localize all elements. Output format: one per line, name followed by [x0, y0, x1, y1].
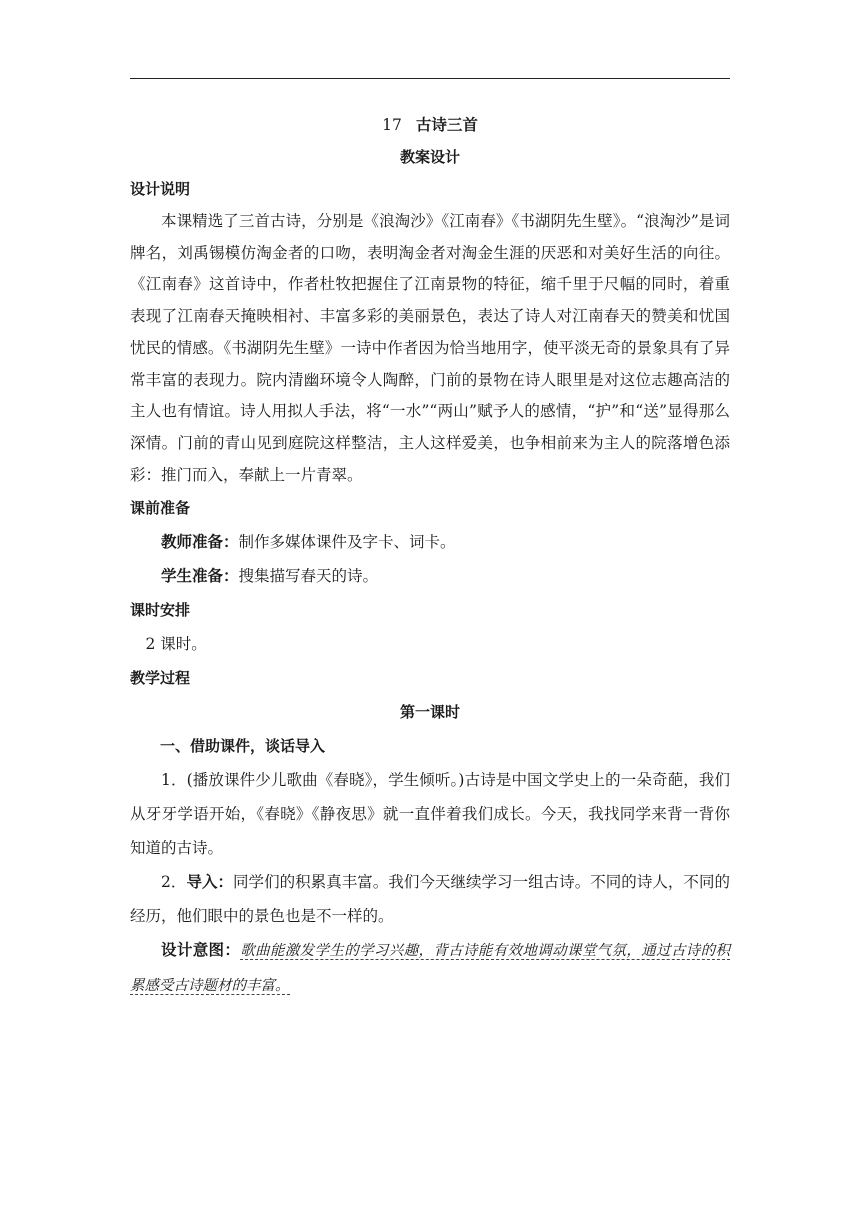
header-rule: [130, 78, 730, 79]
document-content: [130, 108, 730, 1003]
teacher-preparation-label: 教师准备：: [161, 533, 239, 552]
design-intent-text: 歌曲能激发学生的学习兴趣，背古诗能有效地调动课堂气氛，通过古诗的积累感受古诗题材的丰富。: [130, 943, 730, 995]
item2-label: 导入：: [186, 873, 234, 892]
student-preparation: [130, 559, 730, 593]
student-preparation-text: 搜集描写春天的诗。: [238, 567, 379, 586]
lesson-title-text: 古诗三首: [415, 115, 478, 134]
process-item-1: 1．(播放课件少儿歌曲《春晓》，学生倾听。)古诗是中国文学史上的一朵奇葩，我们从牙牙学语开始，《春晓》《静夜思》就一直伴着我们成长。今天，我找同学来背一背你知道的古诗。: [130, 771, 730, 858]
teacher-preparation: [130, 525, 730, 559]
lesson-title: [130, 108, 730, 142]
class-title: 第一课时: [399, 703, 460, 722]
step1-title: 一、借助课件，谈话导入: [160, 737, 326, 756]
student-preparation-label: 学生准备：: [161, 567, 239, 586]
process-item-2: [130, 865, 730, 933]
item2-text: 同学们的积累真丰富。我们今天继续学习一组古诗。不同的诗人，不同的经历，他们眼中的景色也是不一样的。: [130, 873, 730, 926]
design-notes-heading: 设计说明: [130, 180, 191, 198]
design-notes-body: 本课精选了三首古诗，分别是《浪淘沙》《江南春》《书湖阴先生壁》。“浪淘沙”是词牌名，刘禹锡模仿淘金者的口吻，表明淘金者对淘金生涯的厌恶和对美好生活的向往。《江南春》这首诗中，作者杜牧把握住了江南景物的特征，缩千里于尺幅的同时，着重表现了江南春天掩映相衬、丰富多彩的美丽景色，表达了诗人对江南春天的赞美和忧国忧民的情感。《书湖阴先生壁》一诗中作者因为恰当地用字，使平淡无奇的景象具有了异常丰富的表现力。院内清幽环境令人陶醉，门前的景物在诗人眼里是对这位志趣高洁的主人也有情谊。诗人用拟人手法，将“一水”“两山”赋予人的感情，“护”和“送”显得那么深情。门前的青山见到庭院这样整洁，主人这样爱美，也争相前来为主人的院落增色添彩：推门而入，奉献上一片青翠。: [130, 212, 730, 484]
teacher-preparation-text: 制作多媒体课件及字卡、词卡。: [238, 533, 456, 552]
process-heading: 教学过程: [130, 669, 191, 688]
lesson-number: 17: [382, 116, 402, 134]
design-intent-label: 设计意图：: [161, 941, 241, 960]
schedule-heading: 课时安排: [130, 601, 191, 620]
preparation-heading: 课前准备: [130, 499, 191, 518]
schedule-text: 2 课时。: [145, 635, 207, 654]
sub-title: 教案设计: [399, 148, 460, 166]
item2-prefix: 2．: [161, 873, 187, 892]
design-intent: [130, 933, 730, 1003]
